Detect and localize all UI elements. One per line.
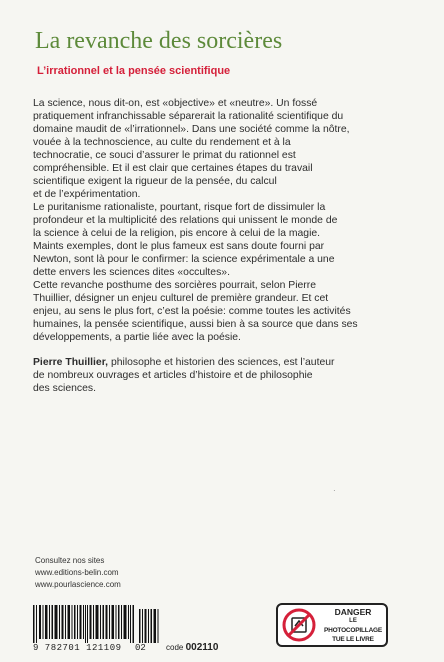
photocopy-danger-icon: [282, 608, 316, 642]
author-name: Pierre Thuillier,: [33, 357, 109, 368]
site-link-pourlascience[interactable]: www.pourlascience.com: [35, 580, 121, 589]
code-value: 002110: [185, 642, 219, 653]
blurb-paragraph-3: Cette revanche posthume des sorcières pourrait, selon Pierre Thuillier, désigner un enjeu culturel de première grandeur. Et cet enjeu, au sens le plus fort, c’est la poésie: comme toutes les activités humaines, la pensée scientifique, aussi bien à sa source que dans ses développements, a partie liée avec la poésie.: [33, 280, 358, 343]
danger-line-4: TUE LE LIVRE: [332, 636, 374, 643]
stray-mark-icon: ·: [333, 486, 336, 495]
blurb-paragraph-1: La science, nous dit-on, est «objective» et «neutre». Un fossé pratiquement infranchissable séparerait la rationalité scientifique du domaine maudit de «l’irrationnel». Dans une société comme la nôtre, vouée à la technoscience, au culte du rendement et à la technocratie, ce souci d’assurer le primat du rationnel est compréhensible. Et il est clair que certaines étapes du travail scientifique exigent la rigueur de la pensée, du calcul et de l’expérimentation.: [33, 98, 350, 200]
blurb-paragraph-2: Le puritanisme rationaliste, pourtant, risque fort de dissimuler la profondeur et la multiplicité des relations qui unissent le monde de la science à celui de la religion, pis encore à celui de la magie. Maints exemples, dont le plus fameux est sans doute fourni par Newton, sont là pour le confirmer: la science expérimentale a une dette envers les sciences dites «occultes».: [33, 202, 338, 278]
book-subtitle: L’irrationnel et la pensée scientifique: [37, 65, 231, 77]
isbn-number: 9 782701 121109: [33, 643, 122, 653]
publisher-sites: [35, 555, 121, 591]
danger-title: DANGER: [334, 607, 372, 617]
author-bio: [33, 356, 418, 395]
danger-line-3: PHOTOCOPILLAGE: [323, 627, 383, 634]
blurb: [33, 97, 418, 395]
author-bio-text: philosophe et historien des sciences, est l’auteur de nombreux ouvrages et articles d’histoire et de philosophie des sciences.: [33, 357, 335, 394]
code-label: code: [166, 643, 186, 652]
photocopy-warning-badge: [276, 603, 388, 647]
danger-line-2: LE: [349, 618, 357, 624]
sites-label: Consultez nos sites: [35, 556, 105, 565]
book-title: La revanche des sorcières: [35, 28, 283, 54]
isbn-addon: 02: [135, 643, 146, 653]
product-code: [166, 642, 218, 653]
barcode-icon: [33, 605, 161, 643]
site-link-belin[interactable]: www.editions-belin.com: [35, 568, 119, 577]
